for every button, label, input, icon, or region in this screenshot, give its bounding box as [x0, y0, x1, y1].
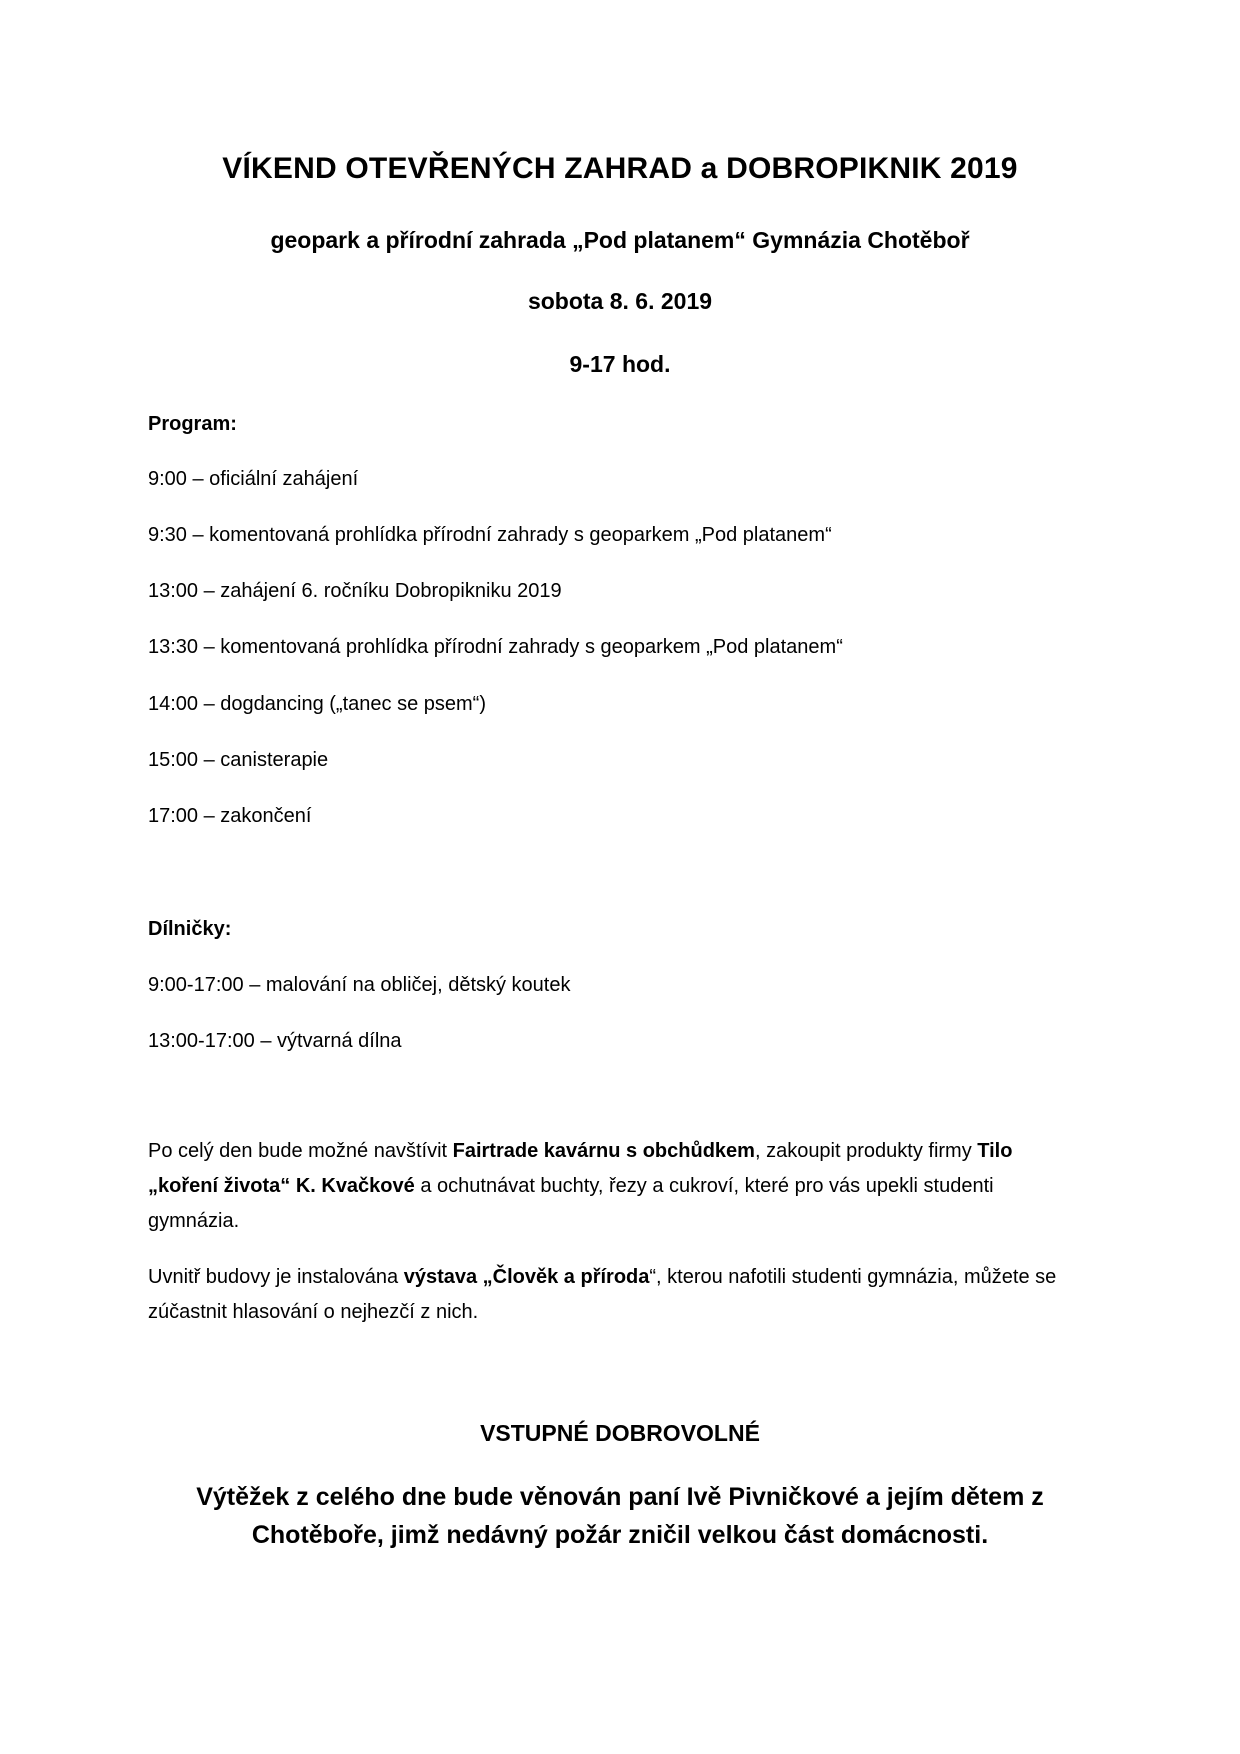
event-date: sobota 8. 6. 2019: [527, 288, 713, 314]
tilo-spices-highlight: Tilo „koření života“ K. Kvačkové: [148, 1140, 1013, 1197]
event-title: VÍKEND OTEVŘENÝCH ZAHRAD a DOBROPIKNIK 2019: [222, 152, 1018, 185]
info-text: Po celý den bude možné navštívit: [148, 1140, 453, 1162]
info-text: a ochutnávat buchty, řezy a cukroví, které pro vás upekli studenti gymnázia.: [148, 1175, 994, 1232]
program-item: 13:00 – zahájení 6. ročníku Dobropikniku 2019: [148, 580, 562, 602]
event-hours: 9-17 hod.: [569, 351, 671, 377]
program-item: 9:00 – oficiální zahájení: [148, 468, 359, 490]
exhibition-highlight: výstava „Člověk a příroda: [403, 1266, 650, 1288]
closing-line: Chotěboře, jimž nedávný požár zničil velkou část domácnosti.: [251, 1521, 989, 1549]
info-text: , zakoupit produkty firmy: [754, 1140, 978, 1162]
program-item: 14:00 – dogdancing („tanec se psem“): [148, 693, 486, 715]
program-item: 15:00 – canisterapie: [148, 749, 329, 771]
workshop-item: 13:00-17:00 – výtvarná dílna: [148, 1030, 402, 1052]
closing-statement: [0, 1478, 1240, 1554]
program-item: 13:30 – komentovaná prohlídka přírodní zahrady s geoparkem „Pod platanem“: [148, 636, 843, 658]
closing-line: Výtěžek z celého dne bude věnován paní Ivě Pivničkové a jejím dětem z: [196, 1483, 1044, 1511]
program-heading: Program:: [148, 413, 237, 435]
program-item: 17:00 – zakončení: [148, 805, 312, 827]
info-text: “, kterou nafotili studenti gymnázia, můžete se zúčastnit hlasování o nejhezčí z nich.: [148, 1266, 1057, 1323]
info-text: Uvnitř budovy je instalována: [148, 1266, 404, 1288]
program-item: 9:30 – komentovaná prohlídka přírodní zahrady s geoparkem „Pod platanem“: [148, 524, 832, 546]
workshops-heading: Dílničky:: [148, 918, 232, 940]
admission-heading: VSTUPNÉ DOBROVOLNÉ: [480, 1420, 760, 1446]
event-subtitle: geopark a přírodní zahrada „Pod platanem“ Gymnázia Chotěboř: [270, 227, 970, 253]
info-paragraph-fairtrade: [148, 1134, 1088, 1239]
fairtrade-cafe-highlight: Fairtrade kavárnu s obchůdkem: [452, 1140, 755, 1162]
workshop-item: 9:00-17:00 – malování na obličej, dětský koutek: [148, 974, 571, 996]
info-paragraph-exhibition: [148, 1260, 1088, 1330]
